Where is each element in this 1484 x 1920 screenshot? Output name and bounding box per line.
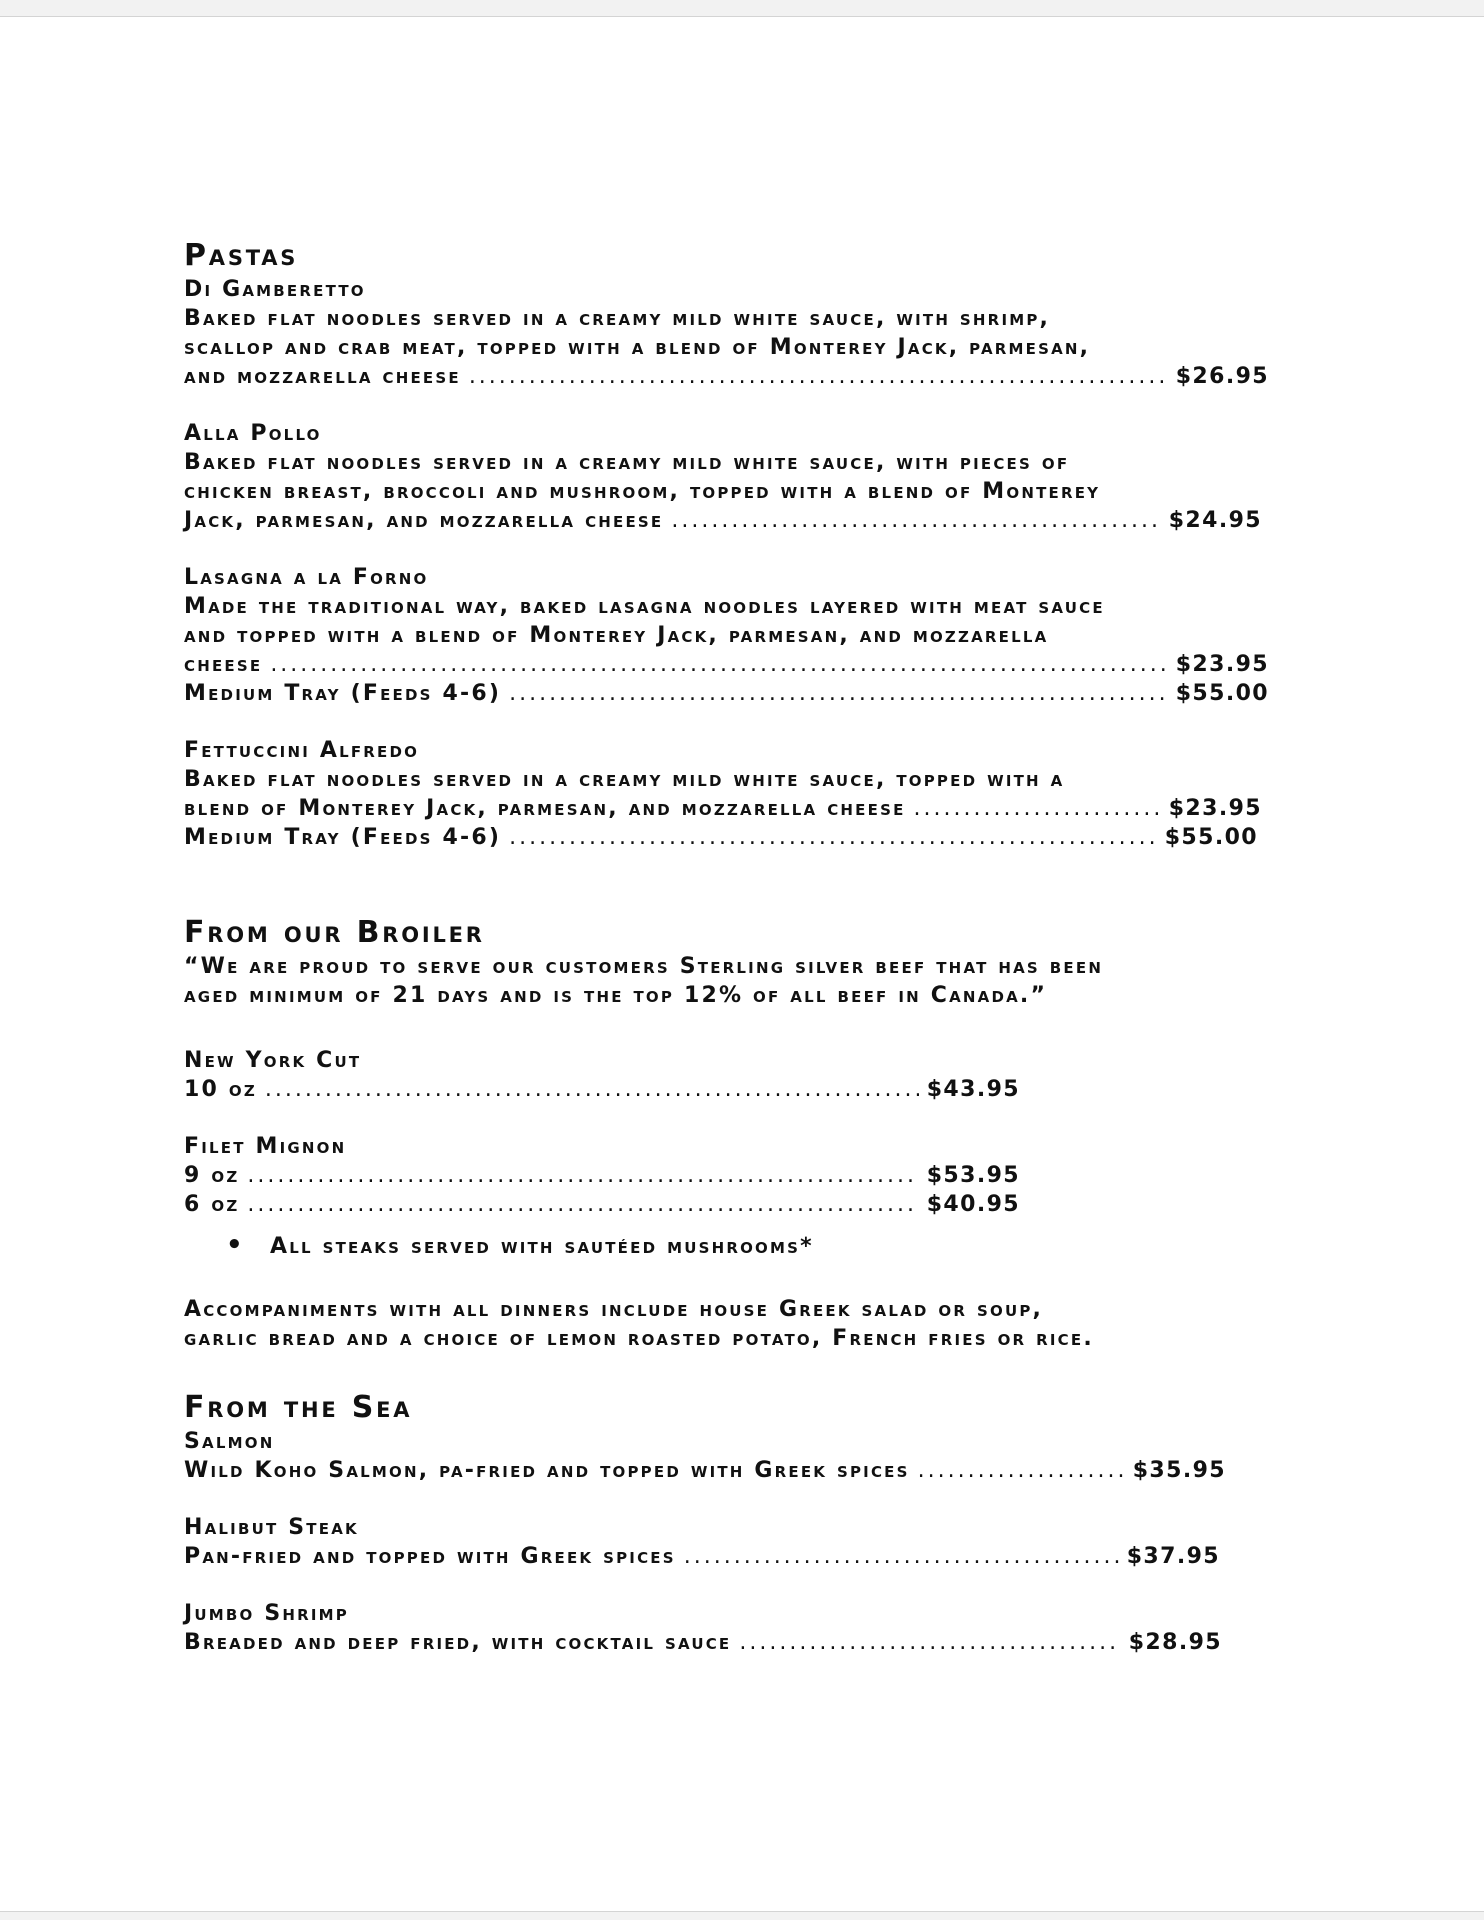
sea-title: From the Sea — [184, 1390, 413, 1425]
accompaniments-line: garlic bread and a choice of lemon roasted potato, French fries or rice. — [184, 1326, 1094, 1351]
dot-leader — [270, 650, 1167, 679]
item-price: $24.95 — [1168, 508, 1262, 533]
pastas-section — [184, 239, 1284, 852]
price-line-text: Breaded and deep fried, with cocktail sauce — [184, 1630, 732, 1655]
tray-price: $55.00 — [1175, 681, 1269, 706]
menu-item-fettuccini-alfredo — [184, 736, 1284, 852]
dot-leader — [739, 1628, 1120, 1657]
beef-quote — [184, 952, 1284, 1010]
price-line — [184, 1456, 1226, 1485]
bullet-icon: • — [226, 1230, 245, 1260]
size-label: 10 oz — [184, 1077, 257, 1102]
menu-item-di-gamberetto — [184, 275, 1284, 391]
dot-leader — [469, 362, 1168, 391]
size-label: 6 oz — [184, 1192, 240, 1217]
item-name: Fettuccini Alfredo — [184, 738, 420, 763]
price-line — [184, 650, 1269, 679]
size-label: 9 oz — [184, 1163, 240, 1188]
menu-item-new-york-cut — [184, 1046, 1284, 1104]
quote-line: “We are proud to serve our customers Sterling silver beef that has been — [184, 954, 1104, 979]
broiler-section — [184, 916, 1284, 1353]
menu-item-lasagna — [184, 563, 1284, 708]
pastas-title: Pastas — [184, 238, 299, 273]
broiler-title: From our Broiler — [184, 915, 485, 950]
item-price: $35.95 — [1132, 1458, 1226, 1483]
menu-item-jumbo-shrimp — [184, 1599, 1284, 1657]
item-price: $23.95 — [1175, 652, 1269, 677]
dot-leader — [914, 794, 1161, 823]
accompaniments-line: Accompaniments with all dinners include house Greek salad or soup, — [184, 1297, 1044, 1322]
size-price-line — [184, 1161, 1020, 1190]
item-name: Di Gamberetto — [184, 277, 366, 302]
size-price-line — [184, 1075, 1020, 1104]
price-line-text: Jack, parmesan, and mozzarella cheese — [184, 508, 664, 533]
price-line-text: Medium Tray (Feeds 4-6) — [184, 681, 502, 706]
price-line — [184, 1542, 1220, 1571]
tray-price-line — [184, 679, 1269, 708]
item-name: Salmon — [184, 1429, 275, 1454]
dot-leader — [247, 1190, 918, 1219]
item-name: New York Cut — [184, 1048, 362, 1073]
tray-price: $55.00 — [1164, 825, 1258, 850]
item-price: $40.95 — [926, 1192, 1020, 1217]
item-price: $28.95 — [1128, 1630, 1222, 1655]
dot-leader — [265, 1075, 919, 1104]
item-description-line: scallop and crab meat, topped with a blend of Monterey Jack, parmesan, — [184, 335, 1091, 360]
item-price: $23.95 — [1168, 796, 1262, 821]
item-price: $26.95 — [1175, 364, 1269, 389]
dot-leader — [509, 679, 1168, 708]
quote-line: aged minimum of 21 days and is the top 12% of all beef in Canada.” — [184, 983, 1048, 1008]
steak-note — [226, 1231, 1284, 1261]
accompaniments-note — [184, 1295, 1284, 1353]
item-name: Jumbo Shrimp — [184, 1601, 349, 1626]
price-line-text: Medium Tray (Feeds 4-6) — [184, 825, 502, 850]
dot-leader — [671, 506, 1160, 535]
item-description-line: Baked flat noodles served in a creamy mild white sauce, topped with a — [184, 767, 1065, 792]
price-line-text: blend of Monterey Jack, parmesan, and mozzarella cheese — [184, 796, 906, 821]
menu-content — [184, 239, 1284, 1685]
item-description-line: and topped with a blend of Monterey Jack, parmesan, and mozzarella — [184, 623, 1049, 648]
price-line-text: Wild Koho Salmon, pa-fried and topped with Greek spices — [184, 1458, 910, 1483]
item-description-line: Baked flat noodles served in a creamy mild white sauce, with pieces of — [184, 450, 1070, 475]
price-line-text: Pan-fried and topped with Greek spices — [184, 1544, 676, 1569]
item-name: Lasagna a la Forno — [184, 565, 429, 590]
tray-price-line — [184, 823, 1258, 852]
price-line-text: cheese — [184, 652, 263, 677]
item-name: Alla Pollo — [184, 421, 322, 446]
dot-leader — [247, 1161, 918, 1190]
steak-note-text: All steaks served with sautéed mushrooms* — [270, 1234, 814, 1259]
price-line — [184, 362, 1269, 391]
item-name: Filet Mignon — [184, 1134, 347, 1159]
dot-leader — [918, 1456, 1125, 1485]
price-line-text: and mozzarella cheese — [184, 364, 461, 389]
sea-section — [184, 1391, 1284, 1657]
dot-leader — [684, 1542, 1119, 1571]
item-name: Halibut Steak — [184, 1515, 359, 1540]
size-price-line — [184, 1190, 1020, 1219]
price-line — [184, 1628, 1222, 1657]
dot-leader — [509, 823, 1157, 852]
menu-item-alla-pollo — [184, 419, 1284, 535]
menu-item-halibut-steak — [184, 1513, 1284, 1571]
item-description-line: chicken breast, broccoli and mushroom, topped with a blend of Monterey — [184, 479, 1101, 504]
price-line — [184, 506, 1262, 535]
price-line — [184, 794, 1262, 823]
item-price: $53.95 — [926, 1163, 1020, 1188]
item-price: $43.95 — [926, 1077, 1020, 1102]
menu-item-salmon — [184, 1427, 1284, 1485]
menu-item-filet-mignon — [184, 1132, 1284, 1219]
item-description-line: Made the traditional way, baked lasagna noodles layered with meat sauce — [184, 594, 1105, 619]
menu-page — [0, 16, 1484, 1912]
item-description-line: Baked flat noodles served in a creamy mild white sauce, with shrimp, — [184, 306, 1051, 331]
item-price: $37.95 — [1126, 1544, 1220, 1569]
